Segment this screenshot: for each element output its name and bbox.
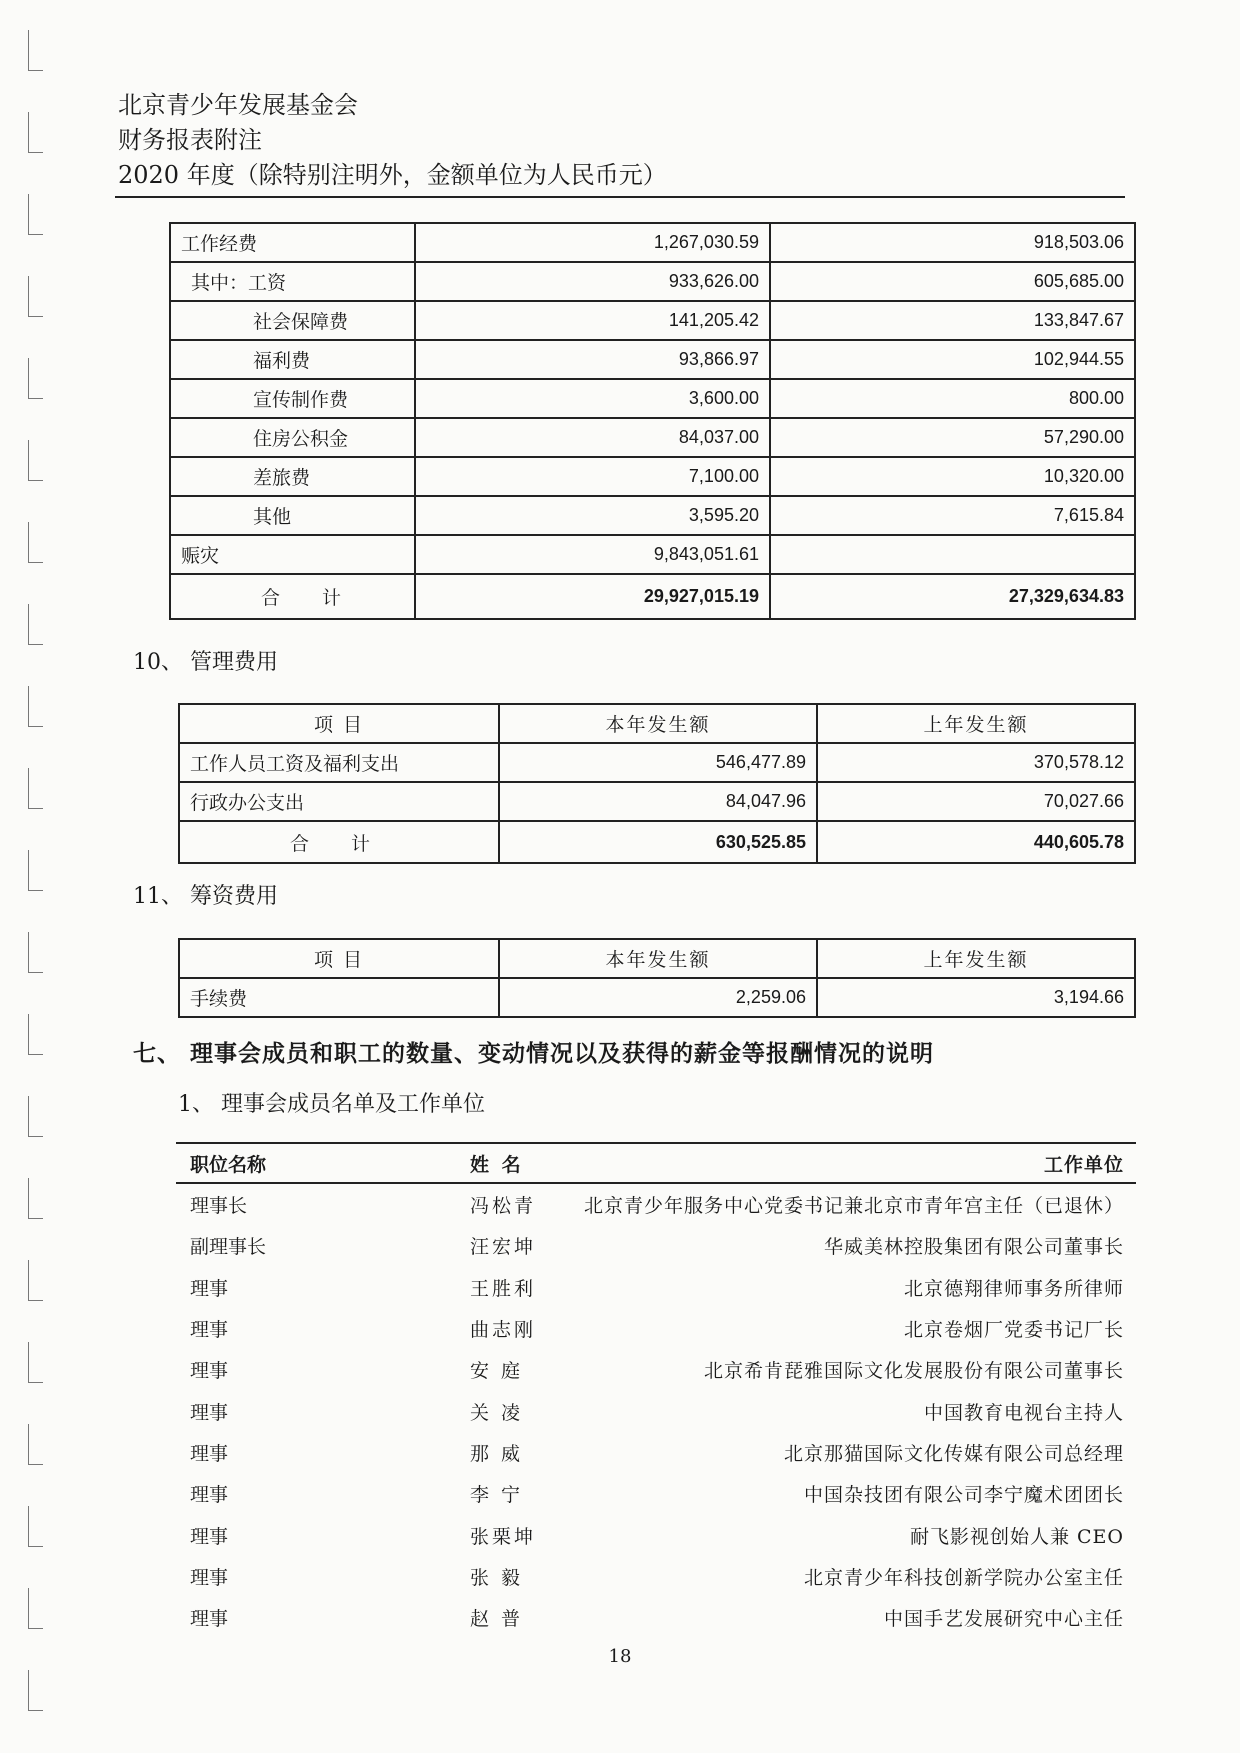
table-row (170, 340, 1135, 379)
table-row (170, 496, 1135, 535)
member-unit: 耐飞影视创始人兼 CEO (909, 1525, 1124, 1548)
header-previous: 上年发生额 (817, 704, 1135, 743)
current-amount: 93,866.97 (415, 340, 770, 379)
row-label: 福利费 (170, 340, 415, 379)
current-amount: 933,626.00 (415, 262, 770, 301)
current-amount: 7,100.00 (415, 457, 770, 496)
member-unit: 华威美林控股集团有限公司董事长 (823, 1236, 1124, 1259)
current-amount: 9,843,051.61 (415, 535, 770, 574)
row-label: 差旅费 (170, 457, 415, 496)
header-current: 本年发生额 (499, 704, 817, 743)
row-label: 手续费 (179, 978, 499, 1017)
member-position: 理事 (190, 1608, 229, 1631)
member-name: 王胜利 (470, 1277, 537, 1300)
member-name: 李 宁 (470, 1484, 524, 1507)
member-unit: 北京那猫国际文化传媒有限公司总经理 (783, 1442, 1124, 1465)
list-item (176, 1390, 1136, 1431)
header-rule (115, 196, 1125, 198)
total-current: 29,927,015.19 (415, 574, 770, 619)
previous-amount: 800.00 (770, 379, 1135, 418)
previous-amount: 605,685.00 (770, 262, 1135, 301)
table-row (170, 262, 1135, 301)
row-label: 赈灾 (170, 535, 415, 574)
member-name: 张 毅 (470, 1566, 524, 1589)
total-previous: 440,605.78 (817, 821, 1135, 863)
member-name: 那 威 (470, 1442, 524, 1465)
fundraising-expense-table (178, 938, 1136, 1018)
section-7-title: 七、 理事会成员和职工的数量、变动情况以及获得的薪金等报酬情况的说明 (133, 1040, 935, 1067)
list-item (176, 1597, 1136, 1638)
member-name: 安 庭 (470, 1360, 524, 1383)
section-11-title: 11、 筹资费用 (133, 884, 278, 909)
total-row (179, 821, 1135, 863)
total-label: 合 计 (179, 821, 499, 863)
row-label: 工作人员工资及福利支出 (179, 743, 499, 782)
member-name: 张栗坤 (470, 1525, 537, 1548)
row-label: 其中：工资 (170, 262, 415, 301)
current-amount: 2,259.06 (499, 978, 817, 1017)
header-name: 姓 名 (470, 1153, 524, 1176)
member-position: 理事 (190, 1442, 229, 1465)
list-item (176, 1267, 1136, 1308)
table-row (179, 743, 1135, 782)
header-position: 职位名称 (190, 1153, 267, 1176)
current-amount: 1,267,030.59 (415, 223, 770, 262)
table-row (170, 379, 1135, 418)
current-amount: 84,037.00 (415, 418, 770, 457)
list-item (176, 1432, 1136, 1473)
member-unit: 中国杂技团有限公司李宁魔术团团长 (803, 1484, 1124, 1507)
previous-amount: 70,027.66 (817, 782, 1135, 821)
section-10-title: 10、 管理费用 (133, 650, 278, 675)
table-row (170, 223, 1135, 262)
member-name: 赵 普 (470, 1608, 524, 1631)
member-position: 理事 (190, 1360, 229, 1383)
member-unit: 中国手艺发展研究中心主任 (883, 1608, 1124, 1631)
table-header-row (179, 704, 1135, 743)
previous-amount: 57,290.00 (770, 418, 1135, 457)
member-position: 理事 (190, 1525, 229, 1548)
current-amount: 546,477.89 (499, 743, 817, 782)
list-item (176, 1225, 1136, 1266)
list-item (176, 1556, 1136, 1597)
member-unit: 北京卷烟厂党委书记厂长 (903, 1319, 1124, 1342)
previous-amount: 133,847.67 (770, 301, 1135, 340)
table-row (170, 301, 1135, 340)
previous-amount: 918,503.06 (770, 223, 1135, 262)
header-item: 项 目 (179, 704, 499, 743)
board-member-list (176, 1142, 1136, 1638)
expense-table (169, 222, 1136, 620)
header-item: 项 目 (179, 939, 499, 978)
member-name: 冯松青 (470, 1195, 537, 1218)
header-previous: 上年发生额 (817, 939, 1135, 978)
table-row (170, 457, 1135, 496)
header-current: 本年发生额 (499, 939, 817, 978)
list-item (176, 1308, 1136, 1349)
member-name: 汪宏坤 (470, 1236, 537, 1259)
member-position: 理事 (190, 1484, 229, 1507)
member-list-header (176, 1142, 1136, 1184)
row-label: 其他 (170, 496, 415, 535)
current-amount: 3,600.00 (415, 379, 770, 418)
previous-amount (770, 535, 1135, 574)
row-label: 行政办公支出 (179, 782, 499, 821)
member-position: 理事 (190, 1401, 229, 1424)
member-unit: 中国教育电视台主持人 (923, 1401, 1124, 1424)
table-row (170, 418, 1135, 457)
member-unit: 北京德翔律师事务所律师 (903, 1277, 1124, 1300)
member-position: 理事 (190, 1319, 229, 1342)
current-amount: 141,205.42 (415, 301, 770, 340)
previous-amount: 7,615.84 (770, 496, 1135, 535)
member-name: 关 凌 (470, 1401, 524, 1424)
total-label: 合 计 (170, 574, 415, 619)
member-position: 理事 (190, 1277, 229, 1300)
table-header-row (179, 939, 1135, 978)
table-row (170, 535, 1135, 574)
list-item (176, 1184, 1136, 1225)
management-expense-table (178, 703, 1136, 864)
report-title: 财务报表附注 (118, 126, 262, 154)
row-label: 住房公积金 (170, 418, 415, 457)
row-label: 社会保障费 (170, 301, 415, 340)
report-header (118, 88, 667, 193)
row-label: 宣传制作费 (170, 379, 415, 418)
header-unit: 工作单位 (1043, 1153, 1124, 1176)
list-item (176, 1349, 1136, 1390)
member-unit: 北京青少年科技创新学院办公室主任 (803, 1566, 1124, 1589)
current-amount: 84,047.96 (499, 782, 817, 821)
previous-amount: 370,578.12 (817, 743, 1135, 782)
member-position: 理事 (190, 1566, 229, 1589)
page-number: 18 (608, 1646, 632, 1667)
section-7-subtitle: 1、 理事会成员名单及工作单位 (178, 1092, 485, 1117)
current-amount: 3,595.20 (415, 496, 770, 535)
org-name: 北京青少年发展基金会 (118, 91, 358, 119)
row-label: 工作经费 (170, 223, 415, 262)
previous-amount: 3,194.66 (817, 978, 1135, 1017)
binding-margin-marks (28, 30, 42, 1730)
list-item (176, 1514, 1136, 1555)
total-row (170, 574, 1135, 619)
member-unit: 北京青少年服务中心党委书记兼北京市青年宫主任（已退休） (583, 1195, 1124, 1218)
member-unit: 北京希肯琵雅国际文化发展股份有限公司董事长 (703, 1360, 1124, 1383)
previous-amount: 10,320.00 (770, 457, 1135, 496)
report-period: 2020 年度（除特别注明外，金额单位为人民币元） (118, 161, 667, 189)
total-previous: 27,329,634.83 (770, 574, 1135, 619)
table-row (179, 782, 1135, 821)
member-position: 理事长 (190, 1195, 248, 1218)
total-current: 630,525.85 (499, 821, 817, 863)
table-row (179, 978, 1135, 1017)
member-name: 曲志刚 (470, 1319, 537, 1342)
member-position: 副理事长 (190, 1236, 267, 1259)
list-item (176, 1473, 1136, 1514)
previous-amount: 102,944.55 (770, 340, 1135, 379)
